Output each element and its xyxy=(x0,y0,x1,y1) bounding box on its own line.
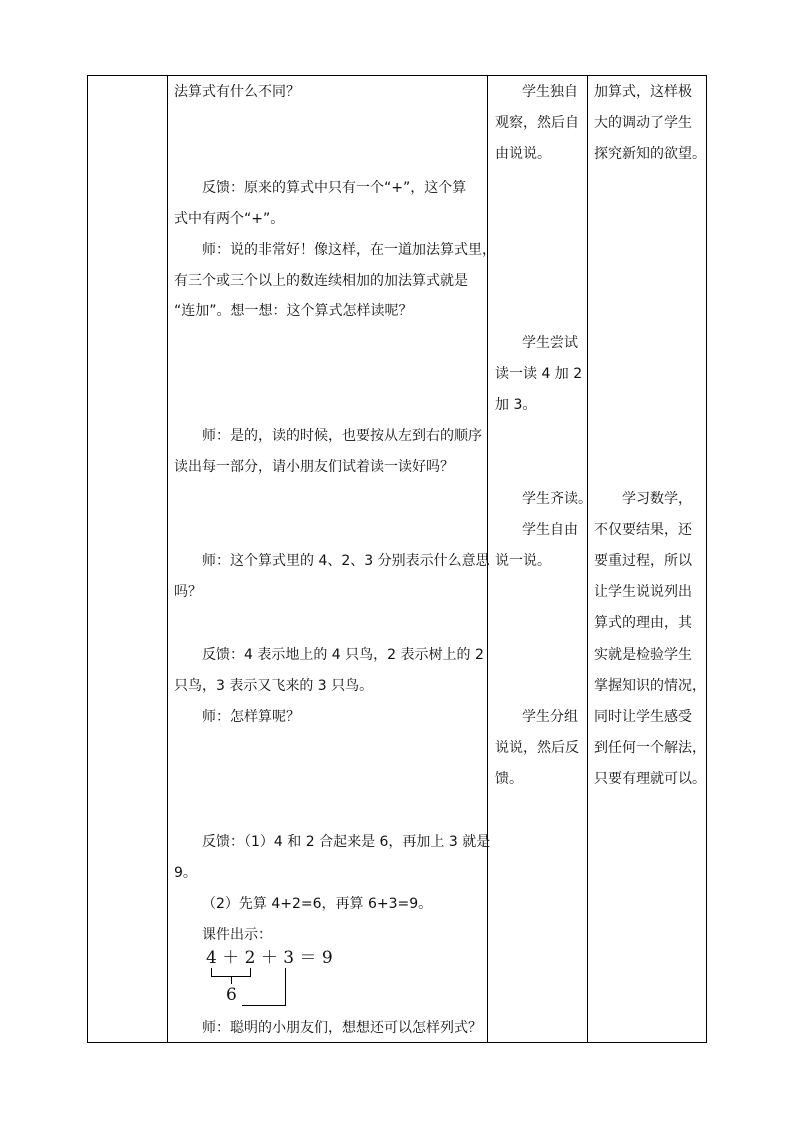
process-line: 读出每一部分，请小朋友们试着读一读好吗？ xyxy=(174,459,454,475)
intent-line: 大的调动了学生 xyxy=(594,115,692,131)
intent-line: 不仅要结果，还 xyxy=(594,522,692,538)
student-line: 学生尝试 xyxy=(522,335,578,351)
student-line: 学生分组 xyxy=(522,709,578,725)
process-line: 有三个或三个以上的数连续相加的加法算式就是 xyxy=(174,273,468,289)
table-right-border xyxy=(706,75,707,1043)
student-line: 学生独自 xyxy=(522,84,578,100)
student-line: 说一说。 xyxy=(495,553,551,569)
connector-right-leg xyxy=(285,968,286,1006)
process-line: 吗？ xyxy=(174,584,202,600)
table-left-border xyxy=(87,75,88,1043)
student-line: 观察，然后自 xyxy=(495,115,579,131)
intent-line: 只要有理就可以。 xyxy=(594,771,706,787)
column-divider-3 xyxy=(587,75,588,1043)
process-line: 师：聪明的小朋友们，想想还可以怎样列式？ xyxy=(202,1020,482,1036)
intent-line: 让学生说说列出 xyxy=(594,584,692,600)
bracket-stem xyxy=(231,976,232,984)
student-line: 学生自由 xyxy=(522,522,578,538)
intent-line: 实就是检验学生 xyxy=(594,647,692,663)
student-line: 加 3。 xyxy=(495,397,537,413)
process-line: 课件出示： xyxy=(202,927,272,943)
intent-line: 算式的理由，其 xyxy=(594,615,692,631)
column-divider-1 xyxy=(167,75,168,1043)
process-line: （2）先算 4+2=6，再算 6+3=9。 xyxy=(202,896,433,912)
student-line: 学生齐读。 xyxy=(522,491,592,507)
intent-line: 探究新知的欲望。 xyxy=(594,146,706,162)
student-line: 读一读 4 加 2 xyxy=(495,366,583,382)
process-line: 9。 xyxy=(174,865,197,881)
process-line: “连加”。想一想：这个算式怎样读呢？ xyxy=(174,303,413,319)
table-top-border xyxy=(87,75,707,76)
partial-sum: 6 xyxy=(226,985,237,1005)
addition-expression-figure xyxy=(206,948,336,1008)
intent-line: 要重过程，所以 xyxy=(594,553,692,569)
process-line: 师：怎样算呢？ xyxy=(202,709,300,725)
student-line: 馈。 xyxy=(495,771,523,787)
process-line: 反馈：4 表示地上的 4 只鸟，2 表示树上的 2 xyxy=(202,647,484,663)
intent-line: 到任何一个解法， xyxy=(594,740,706,756)
expression-text: 4 ＋ 2 ＋ 3 ＝ 9 xyxy=(206,948,333,968)
process-line: 只鸟，3 表示又飞来的 3 只鸟。 xyxy=(174,678,374,694)
student-line: 说说，然后反 xyxy=(495,740,579,756)
table-bottom-border xyxy=(87,1042,707,1043)
process-line: 反馈：原来的算式中只有一个“+”，这个算 xyxy=(202,180,467,196)
process-line: 反馈：（1）4 和 2 合起来是 6，再加上 3 就是 xyxy=(202,834,491,850)
connector-bottom-bar xyxy=(242,1005,286,1006)
intent-line: 同时让学生感受 xyxy=(594,709,692,725)
intent-line: 学习数学， xyxy=(622,491,692,507)
process-line: 师：是的，读的时候，也要按从左到右的顺序 xyxy=(202,428,482,444)
process-line: 法算式有什么不同？ xyxy=(174,84,300,100)
process-line: 师：说的非常好！像这样，在一道加法算式里， xyxy=(202,242,496,258)
process-line: 式中有两个“+”。 xyxy=(174,211,285,227)
student-line: 由说说。 xyxy=(495,146,551,162)
intent-line: 掌握知识的情况， xyxy=(594,678,706,694)
process-line: 师：这个算式里的 4、2、3 分别表示什么意思 xyxy=(202,553,490,569)
intent-line: 加算式，这样极 xyxy=(594,84,692,100)
